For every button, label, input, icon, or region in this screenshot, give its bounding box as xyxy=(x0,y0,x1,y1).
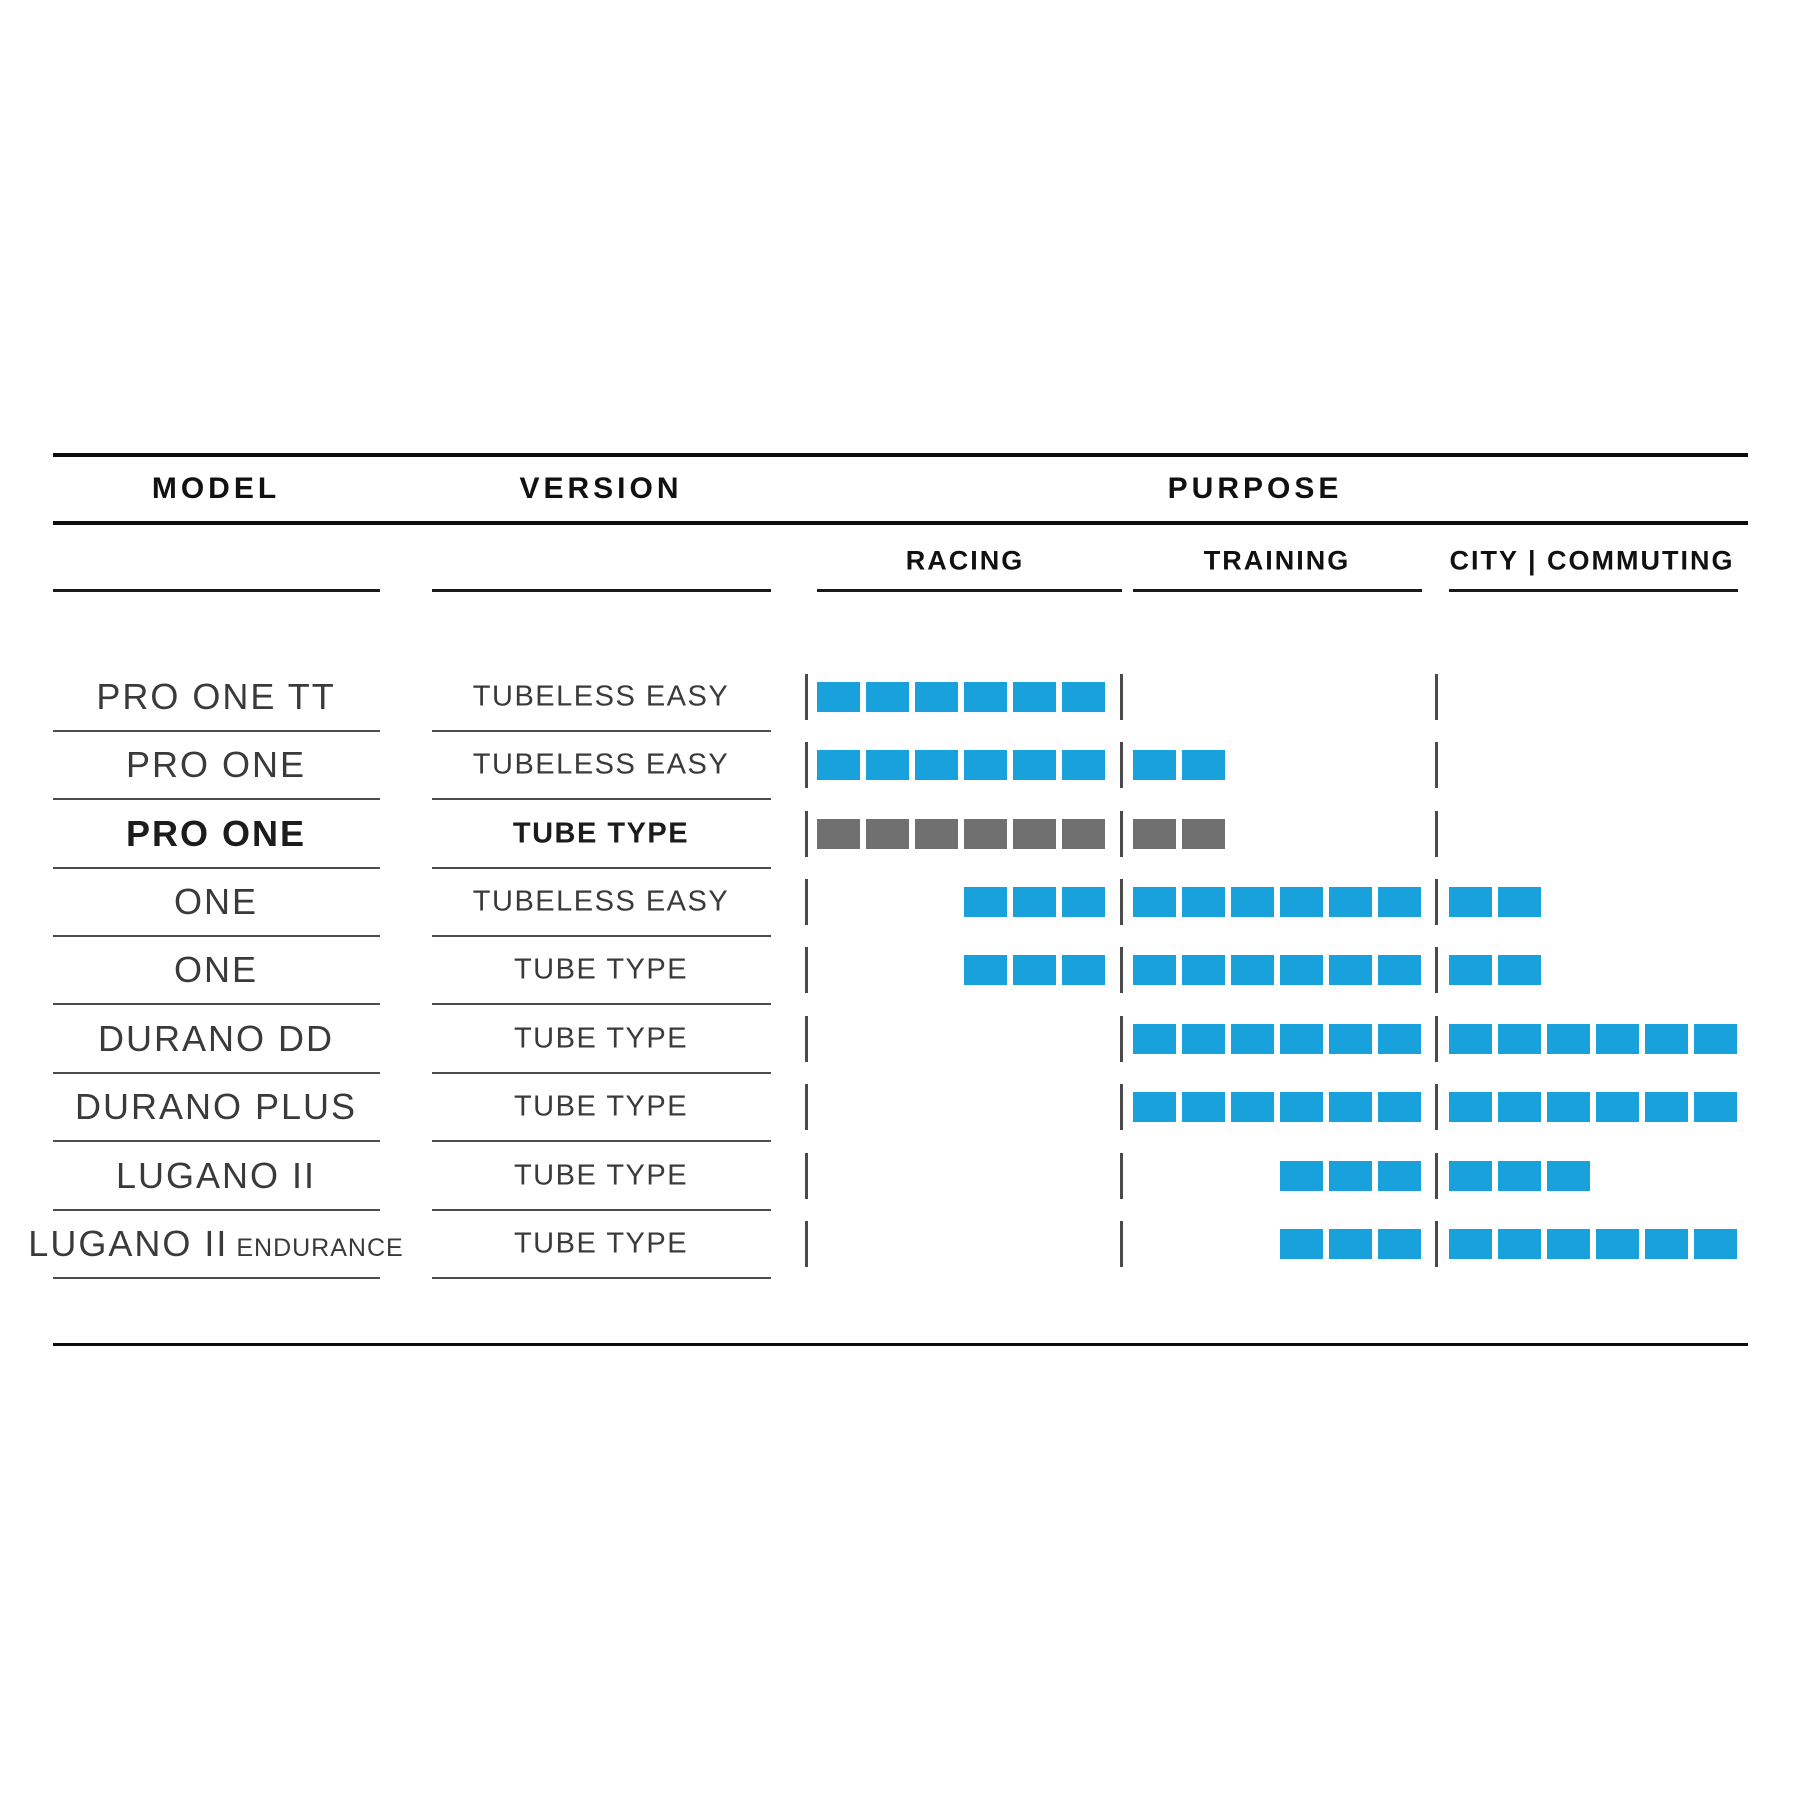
rating-square-training xyxy=(1182,1024,1225,1054)
subheader-training: TRAINING xyxy=(1203,545,1351,576)
rating-square-city xyxy=(1498,1024,1541,1054)
rating-square-city xyxy=(1449,1024,1492,1054)
purpose-divider-bar xyxy=(805,879,808,925)
model-label: ONE xyxy=(173,949,259,990)
version-column-underline xyxy=(432,589,771,592)
rating-square-training xyxy=(1280,1229,1323,1259)
rating-square-city xyxy=(1645,1229,1688,1259)
purpose-divider-bar xyxy=(805,742,808,788)
purpose-divider-bar xyxy=(1120,811,1123,857)
model-label-suffix: ENDURANCE xyxy=(236,1234,404,1262)
rating-square-city xyxy=(1449,1229,1492,1259)
rating-square-city xyxy=(1498,1092,1541,1122)
rating-square-training xyxy=(1378,1092,1421,1122)
rating-square-racing xyxy=(817,819,860,849)
rating-square-city xyxy=(1547,1161,1590,1191)
version-label: TUBE TYPE xyxy=(512,817,690,850)
racing-column-underline xyxy=(817,589,1122,592)
header-bottom-rule xyxy=(53,521,1748,525)
version-label: TUBE TYPE xyxy=(513,1090,689,1123)
rating-square-city xyxy=(1449,1161,1492,1191)
row-separator-model xyxy=(53,1072,380,1074)
rating-square-racing xyxy=(817,750,860,780)
purpose-divider-bar xyxy=(805,1153,808,1199)
rating-square-city xyxy=(1498,887,1541,917)
rating-square-training xyxy=(1280,1024,1323,1054)
purpose-divider-bar xyxy=(1435,947,1438,993)
rating-square-city xyxy=(1694,1229,1737,1259)
row-separator-model xyxy=(53,798,380,800)
rating-square-training xyxy=(1329,1229,1372,1259)
rating-square-racing xyxy=(866,819,909,849)
row-separator-version xyxy=(432,730,771,732)
row-separator-version xyxy=(432,1209,771,1211)
purpose-divider-bar xyxy=(1435,674,1438,720)
rating-square-city xyxy=(1596,1024,1639,1054)
rating-square-racing xyxy=(1013,955,1056,985)
model-label: LUGANO II ENDURANCE xyxy=(28,1223,404,1264)
purpose-divider-bar xyxy=(1435,1016,1438,1062)
rating-square-racing xyxy=(915,750,958,780)
row-separator-model xyxy=(53,1140,380,1142)
city-column-underline xyxy=(1449,589,1738,592)
rating-square-city xyxy=(1449,887,1492,917)
rating-square-training xyxy=(1231,887,1274,917)
rating-square-training xyxy=(1133,819,1176,849)
column-header-model: MODEL xyxy=(151,472,281,505)
purpose-divider-bar xyxy=(1120,1084,1123,1130)
purpose-divider-bar xyxy=(805,1084,808,1130)
rating-square-city xyxy=(1547,1092,1590,1122)
rating-square-city xyxy=(1449,1092,1492,1122)
rating-square-racing xyxy=(817,682,860,712)
rating-square-city xyxy=(1596,1229,1639,1259)
rating-square-training xyxy=(1280,1161,1323,1191)
row-separator-model xyxy=(53,1209,380,1211)
row-separator-version xyxy=(432,1140,771,1142)
rating-square-city xyxy=(1547,1229,1590,1259)
rating-square-city xyxy=(1645,1024,1688,1054)
purpose-divider-bar xyxy=(1120,1153,1123,1199)
rating-square-training xyxy=(1133,887,1176,917)
purpose-divider-bar xyxy=(805,674,808,720)
rating-square-training xyxy=(1231,1024,1274,1054)
version-label: TUBE TYPE xyxy=(513,953,689,986)
version-label: TUBE TYPE xyxy=(513,1159,689,1192)
purpose-divider-bar xyxy=(1435,1221,1438,1267)
rating-square-city xyxy=(1547,1024,1590,1054)
purpose-divider-bar xyxy=(1435,742,1438,788)
purpose-divider-bar xyxy=(805,947,808,993)
purpose-divider-bar xyxy=(805,1016,808,1062)
rating-square-racing xyxy=(1062,819,1105,849)
purpose-divider-bar xyxy=(1435,879,1438,925)
subheader-city-commuting: CITY | COMMUTING xyxy=(1449,545,1735,576)
model-label: DURANO PLUS xyxy=(74,1086,358,1127)
rating-square-racing xyxy=(1013,887,1056,917)
purpose-divider-bar xyxy=(805,811,808,857)
purpose-divider-bar xyxy=(1120,1016,1123,1062)
purpose-divider-bar xyxy=(1120,879,1123,925)
rating-square-racing xyxy=(866,682,909,712)
rating-square-training xyxy=(1280,1092,1323,1122)
purpose-divider-bar xyxy=(1120,947,1123,993)
rating-square-city xyxy=(1596,1092,1639,1122)
rating-square-training xyxy=(1378,1024,1421,1054)
row-separator-version xyxy=(432,935,771,937)
rating-square-training xyxy=(1329,955,1372,985)
model-label: DURANO DD xyxy=(97,1018,335,1059)
purpose-divider-bar xyxy=(1435,1153,1438,1199)
row-separator-version xyxy=(432,1003,771,1005)
rating-square-training xyxy=(1182,955,1225,985)
rating-square-training xyxy=(1231,1092,1274,1122)
rating-square-city xyxy=(1694,1024,1737,1054)
rating-square-training xyxy=(1378,1229,1421,1259)
rating-square-training xyxy=(1182,1092,1225,1122)
rating-square-training xyxy=(1231,955,1274,985)
purpose-divider-bar xyxy=(1120,674,1123,720)
column-header-version: VERSION xyxy=(519,472,683,505)
rating-square-training xyxy=(1329,1092,1372,1122)
version-label: TUBE TYPE xyxy=(513,1227,689,1260)
rating-square-training xyxy=(1280,955,1323,985)
rating-square-racing xyxy=(1062,682,1105,712)
rating-square-training xyxy=(1133,750,1176,780)
row-separator-version xyxy=(432,798,771,800)
rating-square-training xyxy=(1133,955,1176,985)
rating-square-racing xyxy=(915,819,958,849)
version-label: TUBELESS EASY xyxy=(472,748,730,781)
rating-square-training xyxy=(1182,887,1225,917)
rating-square-racing xyxy=(964,682,1007,712)
model-label: LUGANO II xyxy=(115,1155,317,1196)
model-label: ONE xyxy=(173,881,259,922)
rating-square-racing xyxy=(964,750,1007,780)
rating-square-racing xyxy=(964,887,1007,917)
header-top-rule xyxy=(53,453,1748,457)
version-label: TUBE TYPE xyxy=(513,1022,689,1055)
row-separator-model xyxy=(53,1277,380,1279)
rating-square-training xyxy=(1329,1161,1372,1191)
rating-square-racing xyxy=(964,819,1007,849)
row-separator-version xyxy=(432,1277,771,1279)
rating-square-training xyxy=(1133,1092,1176,1122)
rating-square-training xyxy=(1329,887,1372,917)
column-header-purpose: PURPOSE xyxy=(1167,472,1343,505)
rating-square-training xyxy=(1182,750,1225,780)
row-separator-model xyxy=(53,867,380,869)
rating-square-city xyxy=(1645,1092,1688,1122)
model-label: PRO ONE TT xyxy=(96,676,336,717)
purpose-divider-bar xyxy=(1120,742,1123,788)
rating-square-racing xyxy=(964,955,1007,985)
rating-square-racing xyxy=(915,682,958,712)
rating-square-racing xyxy=(1062,955,1105,985)
rating-square-city xyxy=(1449,955,1492,985)
subheader-racing: RACING xyxy=(905,545,1025,576)
row-separator-model xyxy=(53,730,380,732)
version-label: TUBELESS EASY xyxy=(472,885,730,918)
row-separator-model xyxy=(53,1003,380,1005)
rating-square-racing xyxy=(1013,750,1056,780)
rating-square-racing xyxy=(1013,682,1056,712)
model-label: PRO ONE xyxy=(125,813,307,854)
purpose-divider-bar xyxy=(1435,811,1438,857)
version-label: TUBELESS EASY xyxy=(472,680,730,713)
rating-square-racing xyxy=(866,750,909,780)
rating-square-training xyxy=(1133,1024,1176,1054)
rating-square-city xyxy=(1694,1092,1737,1122)
model-column-underline xyxy=(53,589,380,592)
rating-square-training xyxy=(1378,955,1421,985)
table-bottom-rule xyxy=(53,1343,1748,1346)
rating-square-city xyxy=(1498,1229,1541,1259)
model-label: PRO ONE xyxy=(125,744,307,785)
rating-square-racing xyxy=(1013,819,1056,849)
rating-square-racing xyxy=(1062,750,1105,780)
row-separator-version xyxy=(432,1072,771,1074)
rating-square-training xyxy=(1182,819,1225,849)
rating-square-training xyxy=(1329,1024,1372,1054)
purpose-divider-bar xyxy=(1120,1221,1123,1267)
purpose-divider-bar xyxy=(805,1221,808,1267)
rating-square-racing xyxy=(1062,887,1105,917)
training-column-underline xyxy=(1133,589,1422,592)
purpose-divider-bar xyxy=(1435,1084,1438,1130)
rating-square-training xyxy=(1378,1161,1421,1191)
rating-square-city xyxy=(1498,955,1541,985)
rating-square-training xyxy=(1378,887,1421,917)
row-separator-version xyxy=(432,867,771,869)
row-separator-model xyxy=(53,935,380,937)
rating-square-training xyxy=(1280,887,1323,917)
rating-square-city xyxy=(1498,1161,1541,1191)
